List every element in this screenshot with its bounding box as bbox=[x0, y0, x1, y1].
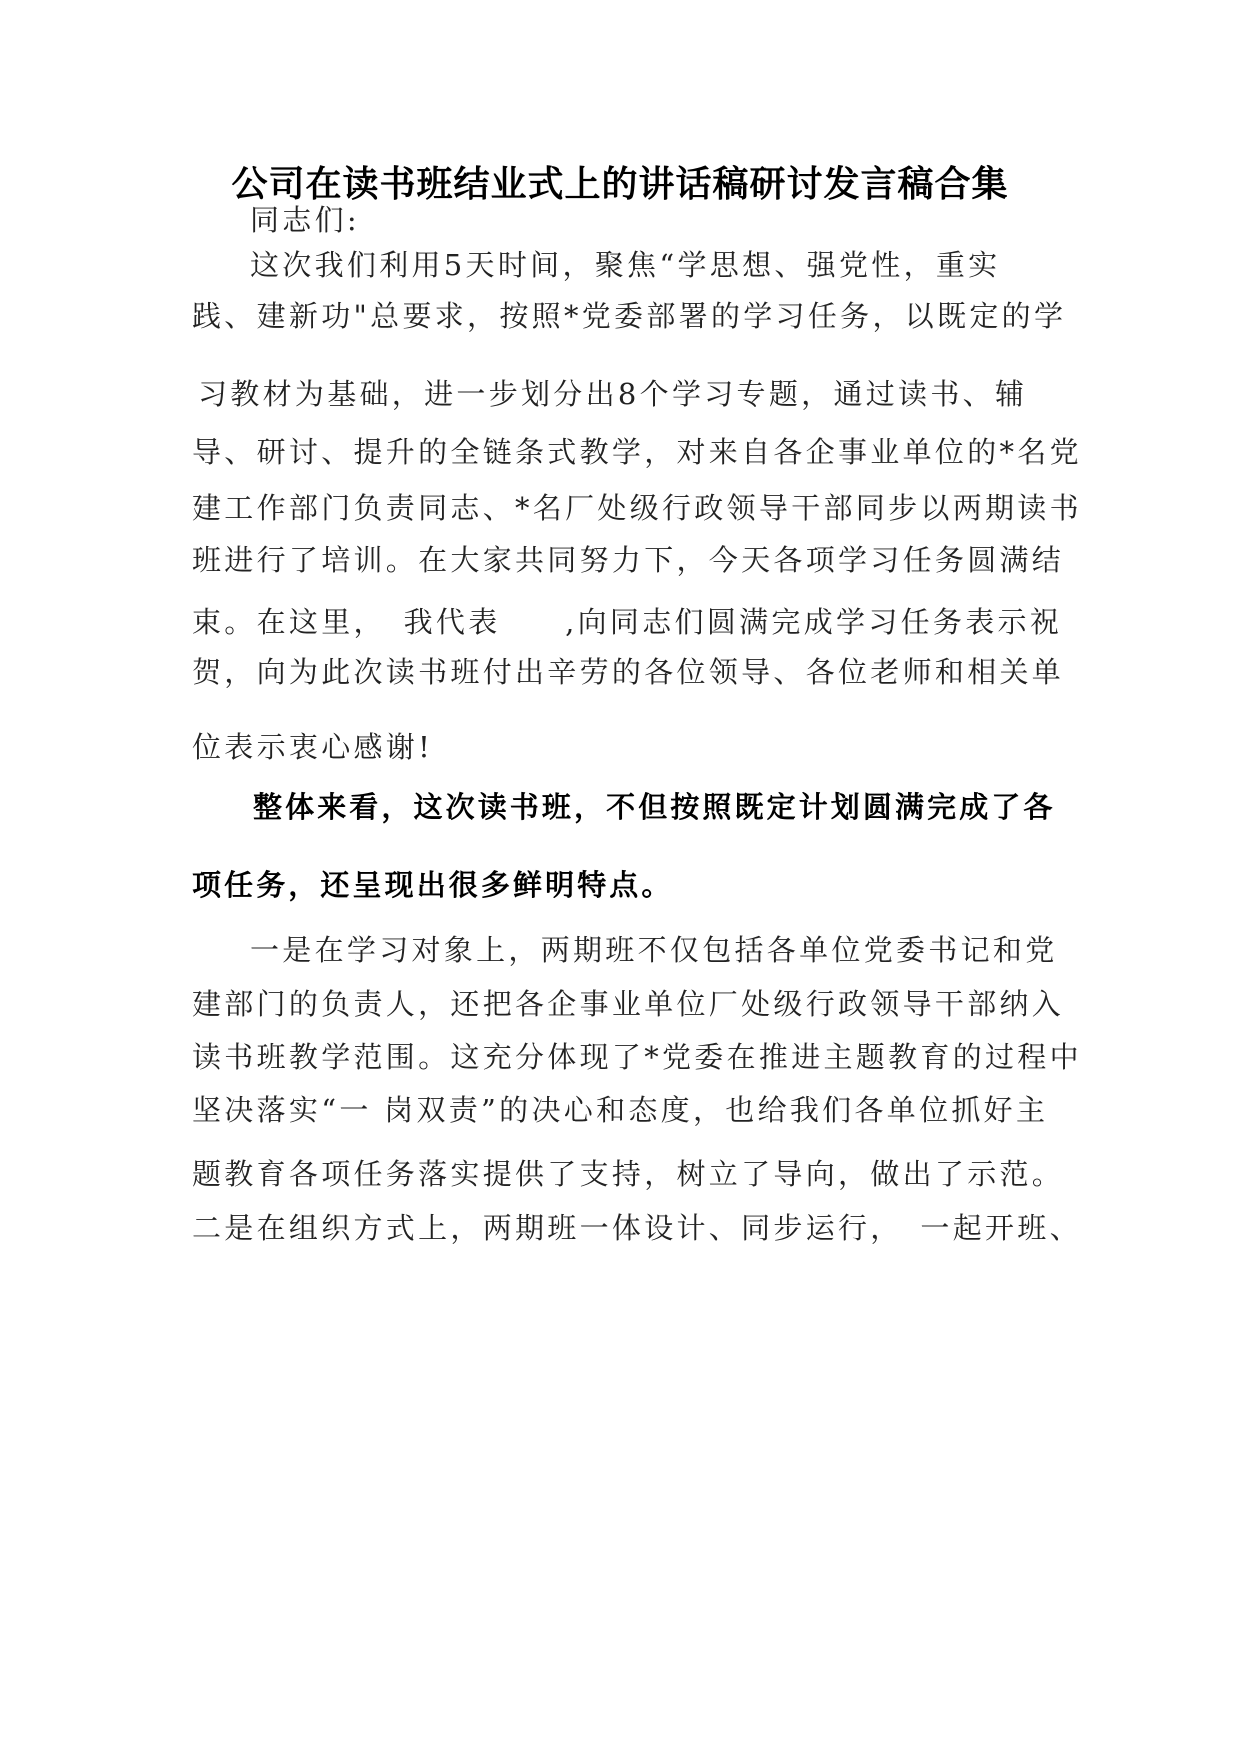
text-line: 建部门的负责人，还把各企事业单位厂处级行政领导干部纳入 bbox=[192, 987, 1065, 1021]
text-line: 贺，向为此次读书班付出辛劳的各位领导、各位老师和相关单 bbox=[192, 655, 1065, 689]
text-line: 坚决落实“一 岗双责”的决心和态度，也给我们各单位抓好主 bbox=[192, 1093, 1049, 1127]
text-line: 束。在这里， 我代表 ,向同志们圆满完成学习任务表示祝 bbox=[192, 605, 1063, 639]
text-line: 读书班教学范围。这充分体现了*党委在推进主题教育的过程中 bbox=[192, 1040, 1082, 1074]
text-line-emphasis: 项任务，还呈现出很多鲜明特点。 bbox=[192, 868, 674, 902]
text-line: 这次我们利用5天时间，聚焦“学思想、强党性，重实 bbox=[250, 248, 1001, 282]
text-line: 建工作部门负责同志、*名厂处级行政领导干部同步以两期读书 bbox=[192, 491, 1082, 525]
text-line: 一是在学习对象上，两期班不仅包括各单位党委书记和党 bbox=[250, 933, 1058, 967]
text-line-emphasis: 整体来看，这次读书班，不但按照既定计划圆满完成了各 bbox=[253, 790, 1056, 824]
text-line: 践、建新功"总要求，按照*党委部署的学习任务，以既定的学 bbox=[192, 299, 1067, 333]
text-line: 导、研讨、提升的全链条式教学，对来自各企事业单位的*名党 bbox=[192, 435, 1082, 469]
document-title: 公司在读书班结业式上的讲话稿研讨发言稿合集 bbox=[231, 164, 1009, 205]
text-line: 二是在组织方式上，两期班一体设计、同步运行， 一起开班、 bbox=[192, 1211, 1082, 1245]
text-line: 位表示衷心感谢! bbox=[192, 730, 434, 764]
text-line: 题教育各项任务落实提供了支持，树立了导向，做出了示范。 bbox=[192, 1157, 1065, 1191]
text-line: 习教材为基础，进一步划分出8个学习专题，通过读书、辅 bbox=[198, 377, 1028, 411]
text-line: 班进行了培训。在大家共同努力下，今天各项学习任务圆满结 bbox=[192, 543, 1065, 577]
text-line-salutation: 同志们: bbox=[250, 203, 360, 237]
